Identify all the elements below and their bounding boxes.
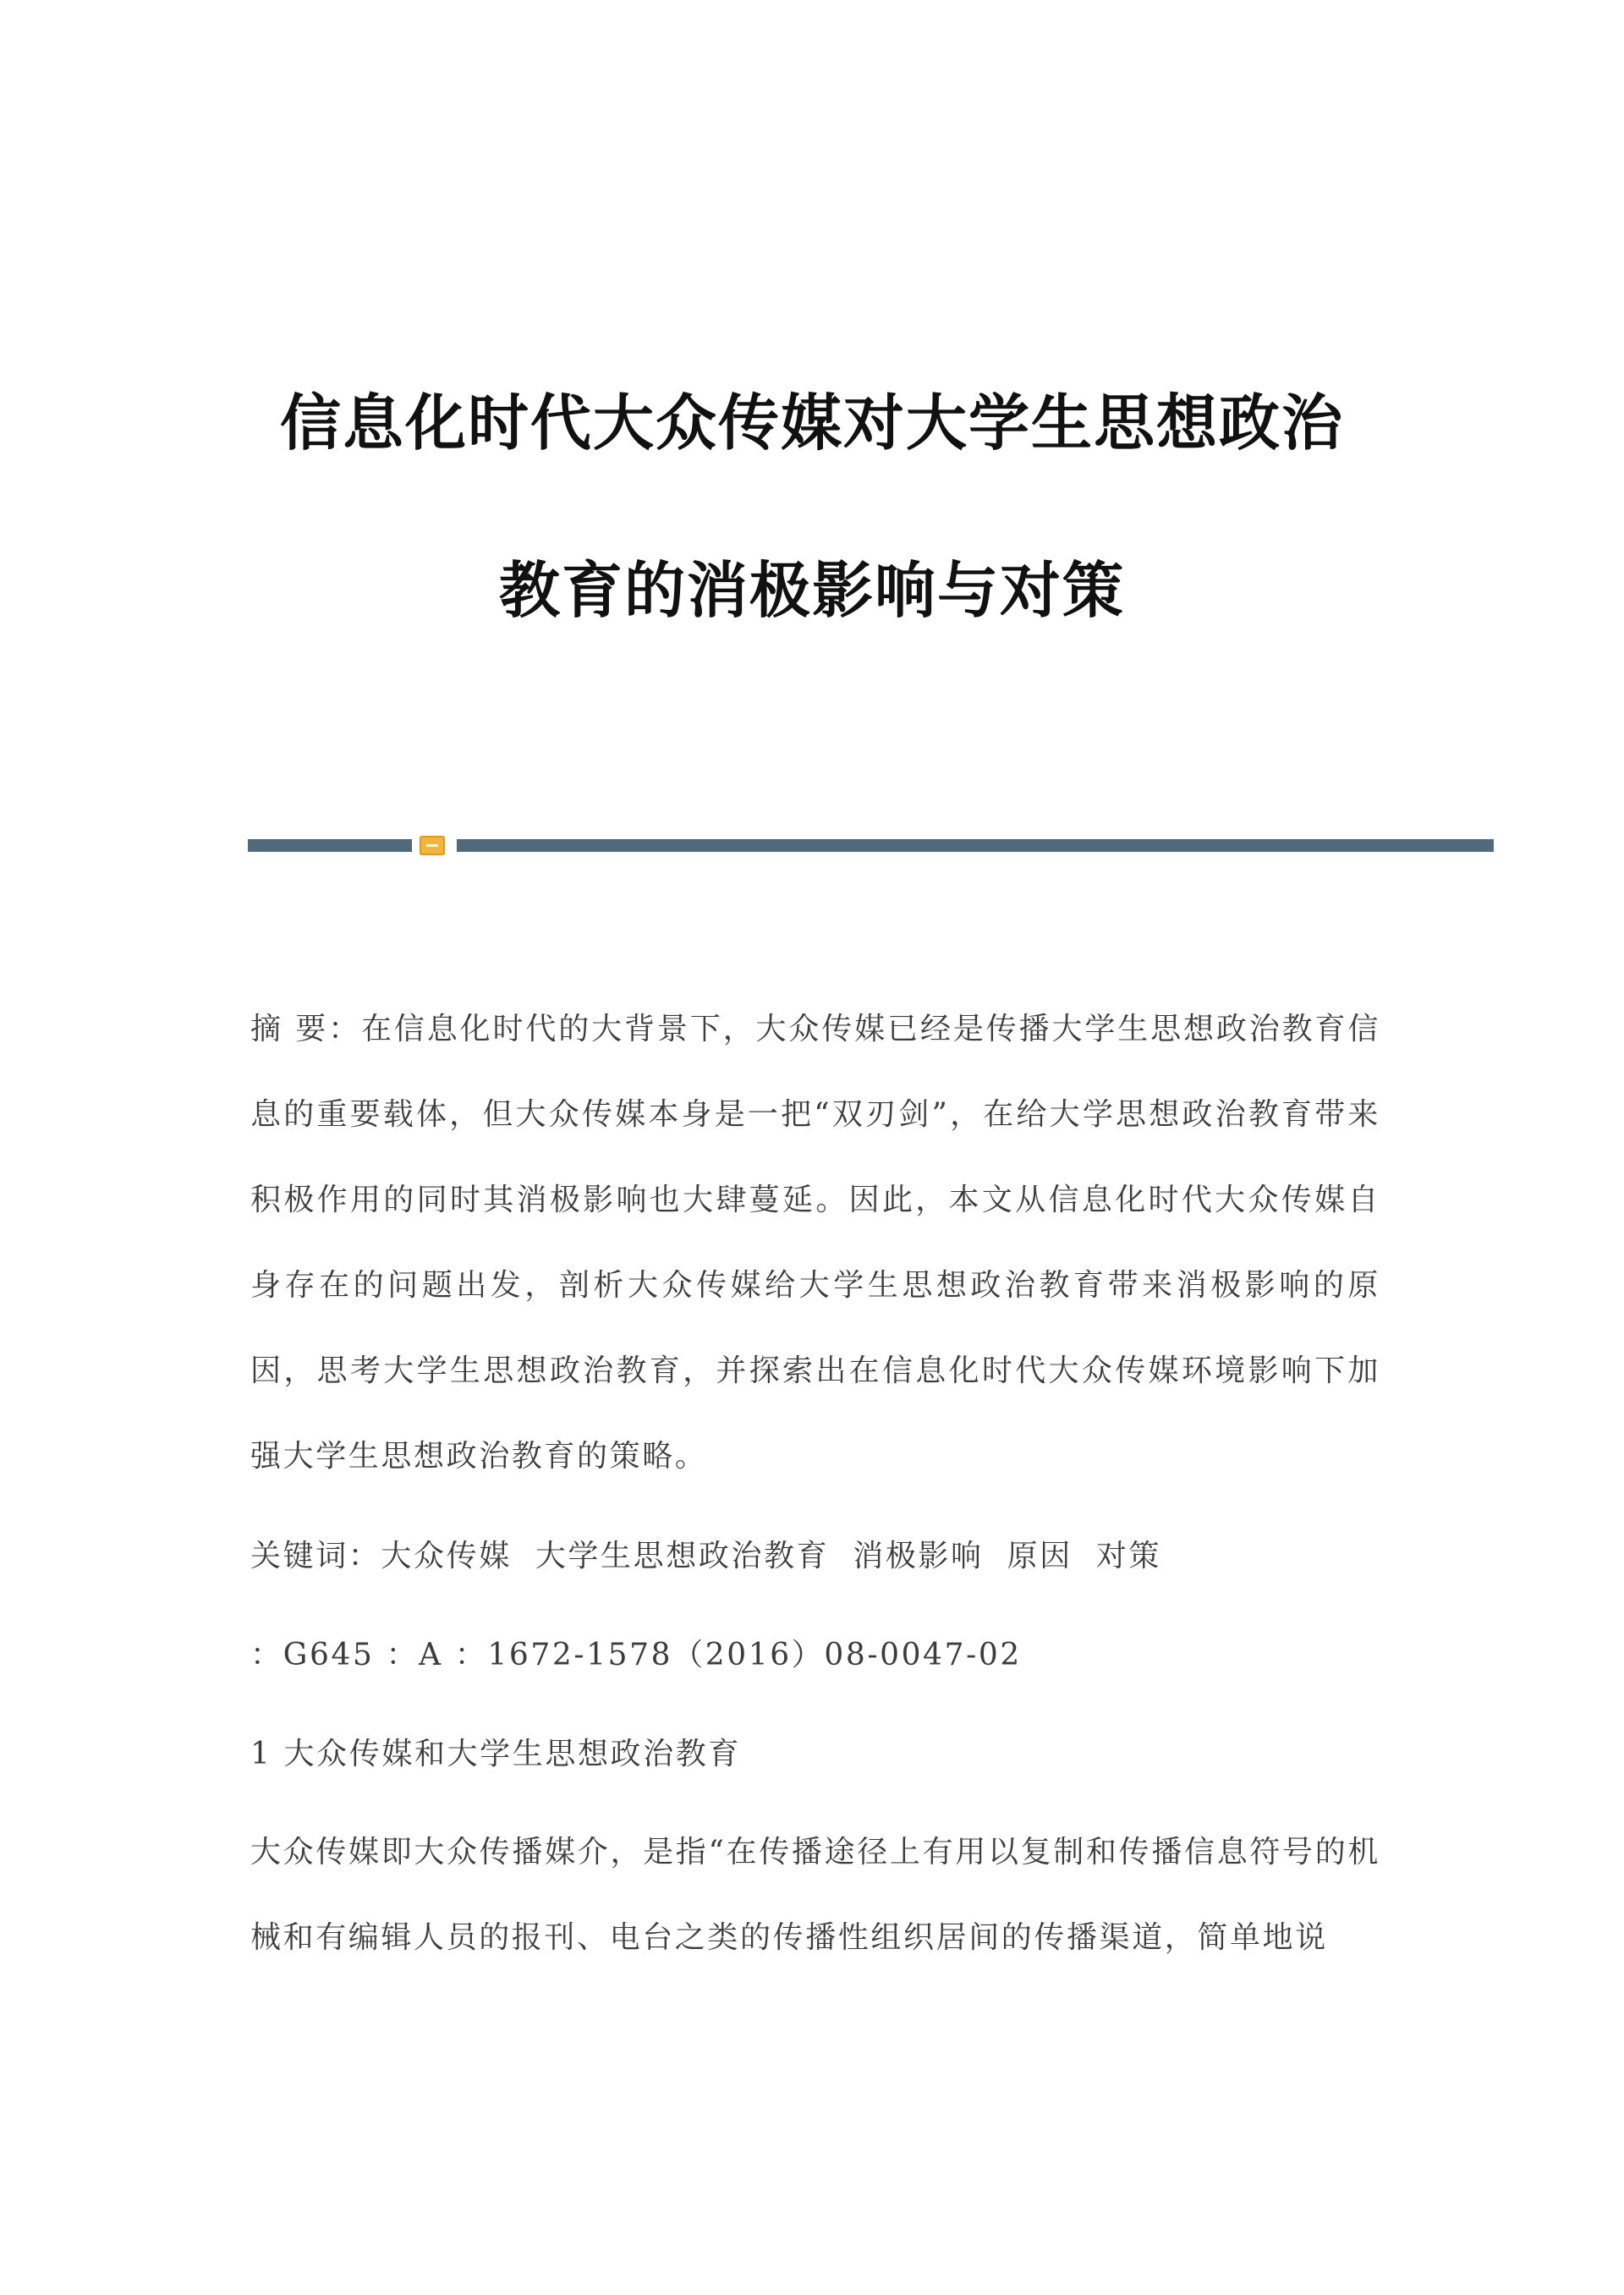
abstract-text: 在信息化时代的大背景下，大众传媒已经是传播大学生思想政治教育信息的重要载体，但大众传媒本身是一把“双刃剑”，在给大学思想政治教育带来积极作用的同时其消极影响也大肆蔓延。因此，本文从信息化时代大众传媒自身存在的问题出发，剖析大众传媒给大学生思想政治教育带来消极影响的原因，思考大学生思想政治教育，并探索出在信息化时代大众传媒环境影响下加强大学生思想政治教育的策略。 [250, 1012, 1380, 1474]
abstract-paragraph [250, 986, 1380, 1499]
keyword-term: 大学生思想政治教育 [535, 1539, 830, 1573]
body-paragraph: 大众传媒即大众传播媒介，是指“在传播途径上有用以复制和传播信息符号的机械和有编辑人员的报刊、电台之类的传播性组织居间的传播渠道，简单地说 [250, 1835, 1380, 1955]
keywords-line [250, 1513, 1380, 1599]
keyword-term: 消极影响 [853, 1539, 984, 1573]
keyword-term: 对策 [1095, 1539, 1162, 1573]
keyword-term: 原因 [1007, 1539, 1073, 1573]
abstract-label: 摘 要： [250, 1012, 361, 1046]
title-divider [248, 839, 1494, 852]
divider-ornament-icon [420, 836, 445, 855]
page-title-line-2: 教育的消极影响与对策 [498, 555, 1125, 626]
page-title-line-1: 信息化时代大众传媒对大学生思想政治 [279, 387, 1344, 458]
divider-bar-left [248, 839, 412, 852]
section-heading: 1 大众传媒和大学生思想政治教育 [250, 1737, 741, 1771]
keyword-term: 大众传媒 [381, 1539, 512, 1573]
classification-line: ：G645 ：A ：1672-1578（2016）08-0047-02 [250, 1638, 1022, 1672]
keywords-label: 关键词： [250, 1539, 381, 1573]
divider-bar-right [457, 839, 1494, 852]
